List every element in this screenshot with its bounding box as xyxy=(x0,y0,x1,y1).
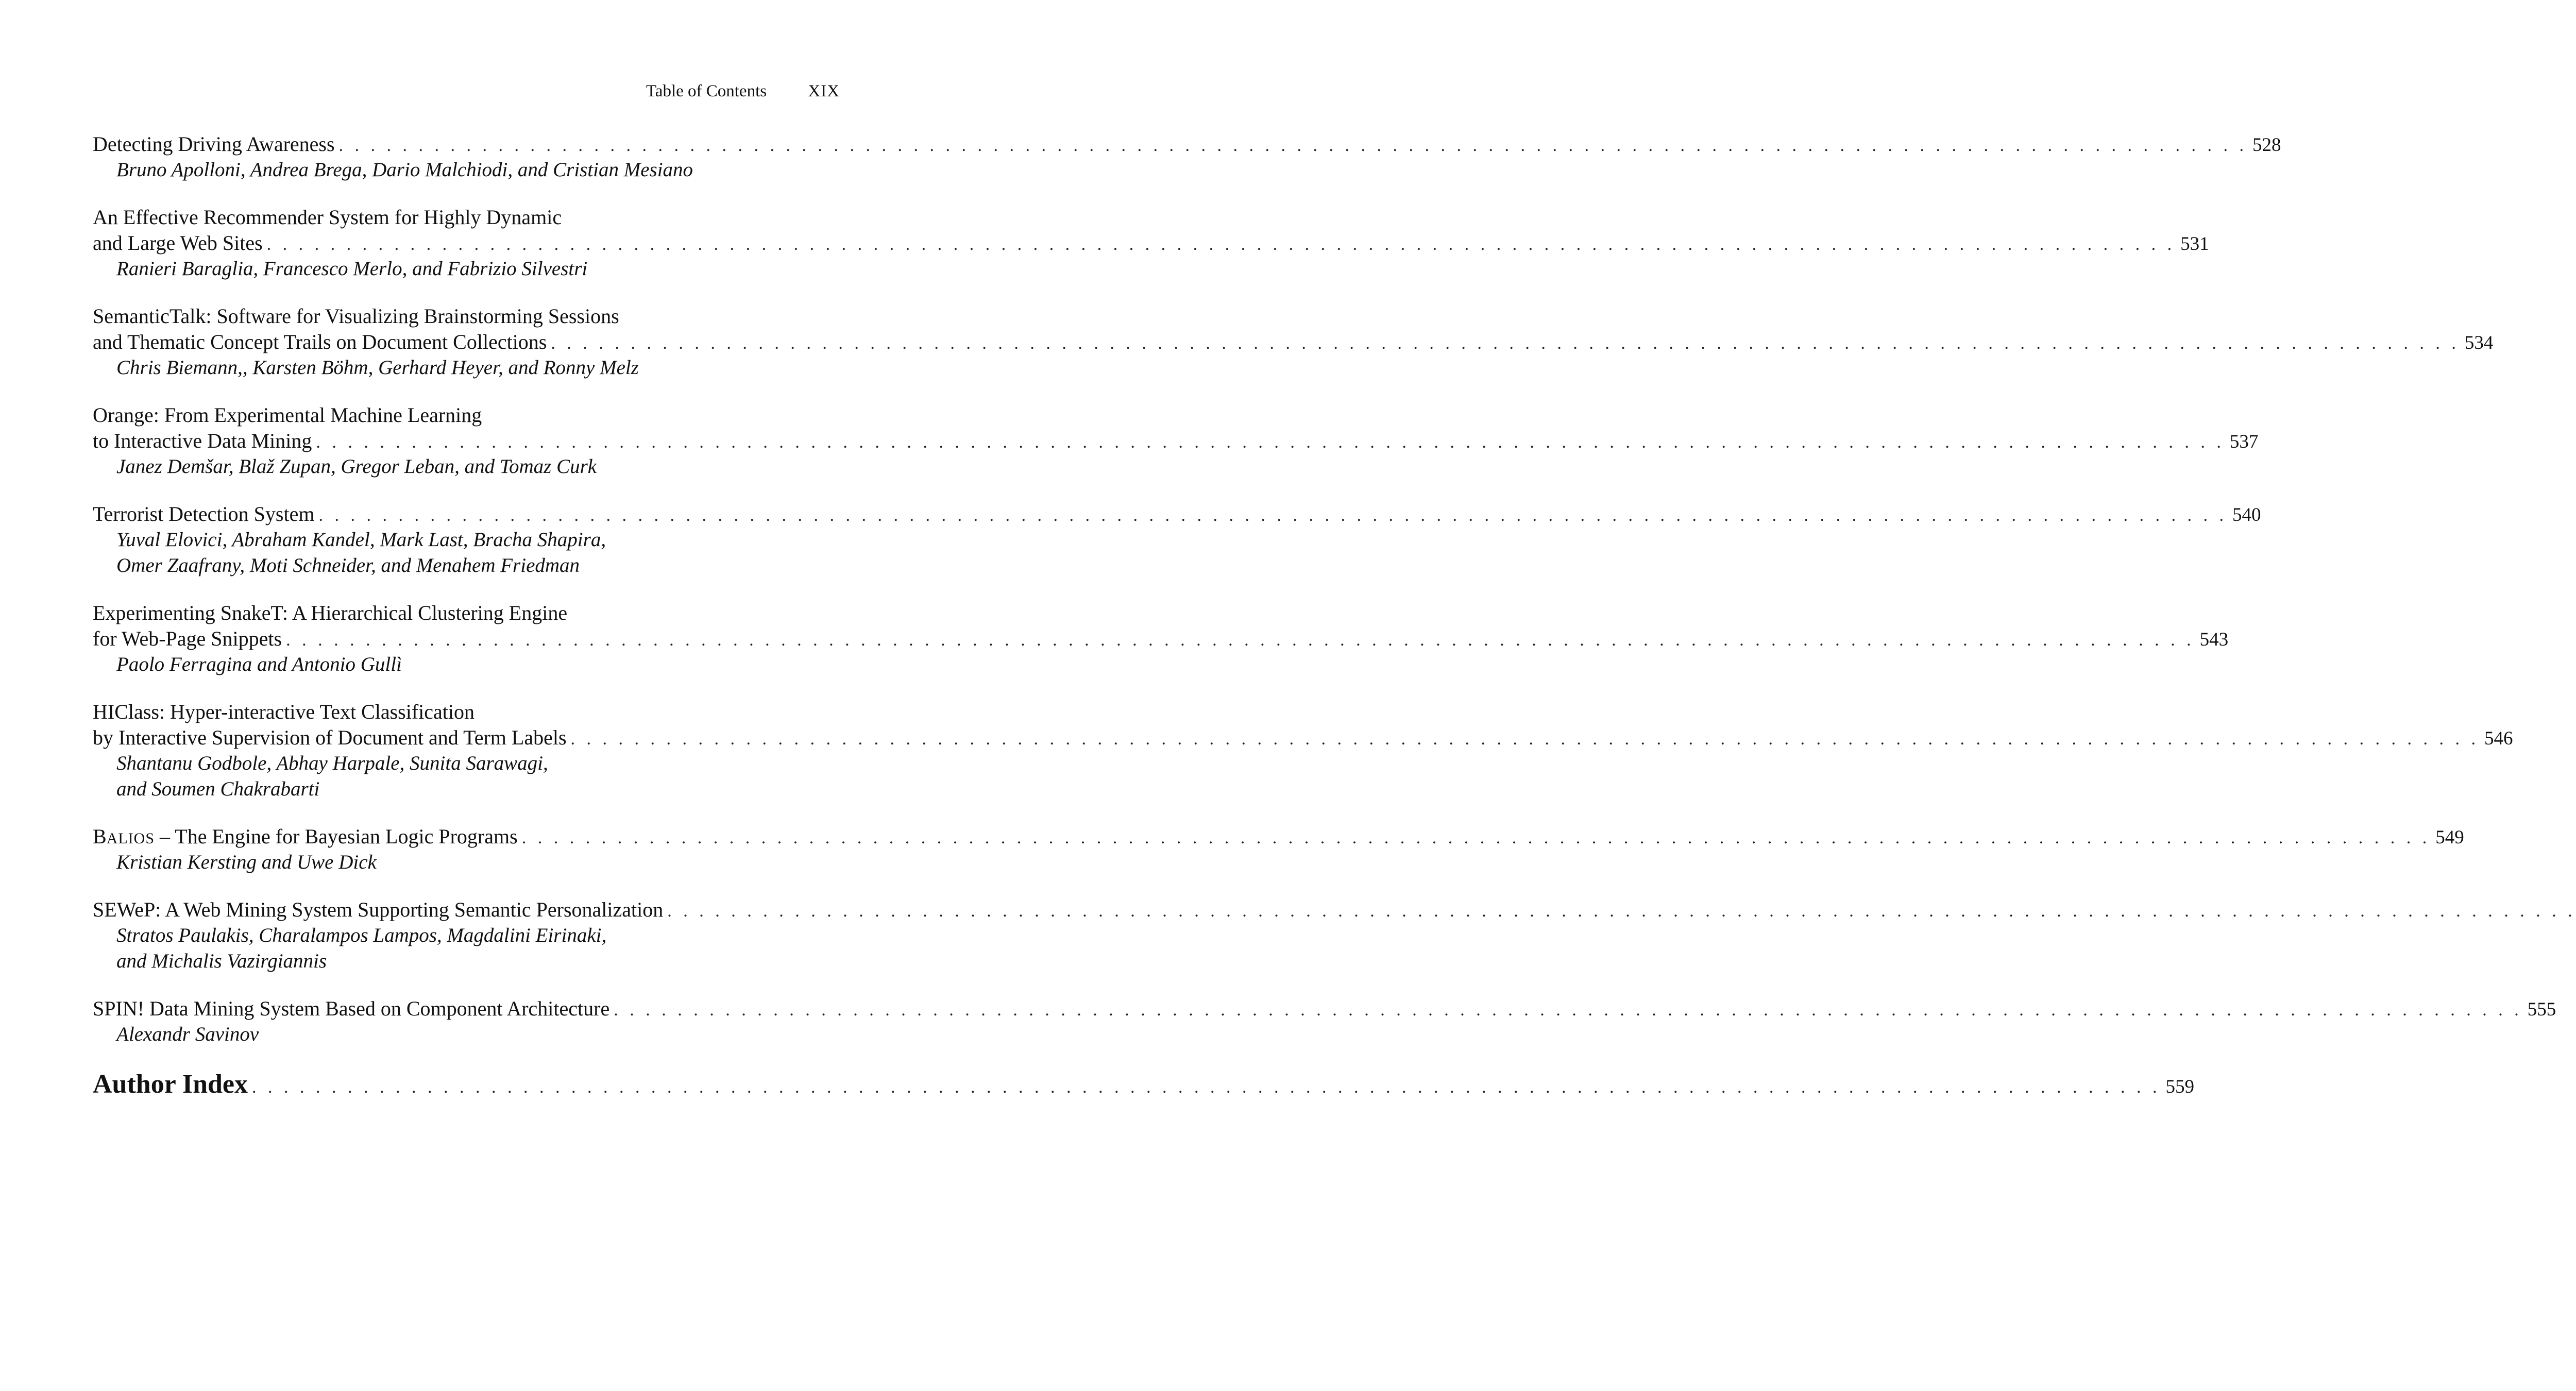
toc-entry-authors: Paolo Ferragina and Antonio Gullì xyxy=(116,653,402,675)
toc-entry-authors: Janez Demšar, Blaž Zupan, Gregor Leban, and Tomaz Curk xyxy=(116,455,597,478)
dot-leader: . . . . . . . . . . . . . . . . . . . . . . . . . . . . . . . . . . . . . . . . . . . . . . . . . . . . . . . . . . . . . . . . . . . . . . . . . . . . . . . . . . . . . . . . . . . . . . . . . . . . . . . . . . . . . . . . . . . . . . . . xyxy=(252,1078,2161,1097)
toc-entry-title[interactable]: SEWeP: A Web Mining System Supporting Semantic Personalization xyxy=(93,898,664,921)
toc-title-line-with-page xyxy=(93,501,2261,527)
toc-page-number[interactable]: 543 xyxy=(2199,629,2229,650)
dot-leader: . . . . . . . . . . . . . . . . . . . . . . . . . . . . . . . . . . . . . . . . . . . . . . . . . . . . . . . . . . . . . . . . . . . . . . . . . . . . . . . . . . . . . . . . . . . . . . . . . . . . . . . . . . . . . . . . . . . . . . . . xyxy=(318,506,2227,525)
dot-leader: . . . . . . . . . . . . . . . . . . . . . . . . . . . . . . . . . . . . . . . . . . . . . . . . . . . . . . . . . . . . . . . . . . . . . . . . . . . . . . . . . . . . . . . . . . . . . . . . . . . . . . . . . . . . . . . . . . . . . . . . xyxy=(570,730,2480,749)
toc-entry xyxy=(93,897,2576,974)
toc-entry-title[interactable]: Terrorist Detection System xyxy=(93,502,315,525)
toc-title-line-with-page xyxy=(93,329,2494,355)
toc-entry-authors: Kristian Kersting and Uwe Dick xyxy=(116,851,377,873)
toc-entry xyxy=(93,402,2259,480)
toc-entry xyxy=(93,824,2464,875)
toc-entry xyxy=(93,205,2209,282)
toc-page-number[interactable]: 528 xyxy=(2252,134,2281,156)
toc-page-number[interactable]: 537 xyxy=(2229,431,2259,452)
toc-entry-title[interactable]: by Interactive Supervision of Document and Term Labels xyxy=(93,726,567,749)
toc-entry-authors: Chris Biemann,, Karsten Böhm, Gerhard Heyer, and Ronny Melz xyxy=(116,357,639,379)
toc-entry-title[interactable]: Orange: From Experimental Machine Learning xyxy=(93,403,482,427)
toc-entry-title[interactable]: Author Index xyxy=(93,1070,248,1099)
running-head xyxy=(93,78,840,104)
toc-entry-title[interactable]: Experimenting SnakeT: A Hierarchical Clustering Engine xyxy=(93,601,568,624)
toc-entry-authors: Ranieri Baraglia, Francesco Merlo, and Fabrizio Silvestri xyxy=(116,258,588,280)
dot-leader: . . . . . . . . . . . . . . . . . . . . . . . . . . . . . . . . . . . . . . . . . . . . . . . . . . . . . . . . . . . . . . . . . . . . . . . . . . . . . . . . . . . . . . . . . . . . . . . . . . . . . . . . . . . . . . . . . . . . . . . . xyxy=(551,334,2460,353)
toc-title-line-with-page xyxy=(93,996,2556,1022)
toc-entry-authors: Omer Zaafrany, Moti Schneider, and Menahem Friedman xyxy=(116,554,580,576)
toc-title-line-with-page xyxy=(93,230,2209,256)
toc-title-line-with-page xyxy=(93,131,2281,157)
dot-leader: . . . . . . . . . . . . . . . . . . . . . . . . . . . . . . . . . . . . . . . . . . . . . . . . . . . . . . . . . . . . . . . . . . . . . . . . . . . . . . . . . . . . . . . . . . . . . . . . . . . . . . . . . . . . . . . . . . . . . . . . xyxy=(667,902,2576,921)
toc-entry xyxy=(93,699,2513,802)
toc-entry-title[interactable]: SPIN! Data Mining System Based on Component Architecture xyxy=(93,997,610,1020)
toc-title-line-with-page xyxy=(93,897,2576,923)
dot-leader: . . . . . . . . . . . . . . . . . . . . . . . . . . . . . . . . . . . . . . . . . . . . . . . . . . . . . . . . . . . . . . . . . . . . . . . . . . . . . . . . . . . . . . . . . . . . . . . . . . . . . . . . . . . . . . . . . . . . . . . . xyxy=(338,136,2248,155)
dot-leader: . . . . . . . . . . . . . . . . . . . . . . . . . . . . . . . . . . . . . . . . . . . . . . . . . . . . . . . . . . . . . . . . . . . . . . . . . . . . . . . . . . . . . . . . . . . . . . . . . . . . . . . . . . . . . . . . . . . . . . . . xyxy=(286,631,2195,650)
toc-entry-title[interactable]: to Interactive Data Mining xyxy=(93,429,312,452)
toc-entry-title[interactable]: BALIOS – The Engine for Bayesian Logic Programs xyxy=(93,825,518,848)
toc-entry-authors: Yuval Elovici, Abraham Kandel, Mark Last, Bracha Shapira, xyxy=(116,529,606,551)
toc-entry-title[interactable]: for Web-Page Snippets xyxy=(93,627,282,650)
toc-entry xyxy=(93,501,2261,579)
toc-entry xyxy=(93,600,2229,677)
toc-entry-authors: and Michalis Vazirgiannis xyxy=(116,950,327,972)
toc-entry xyxy=(93,996,2556,1047)
toc-title-line-with-page xyxy=(93,1069,2195,1100)
toc-title-line-with-page xyxy=(93,626,2229,652)
toc-entry-title[interactable]: SemanticTalk: Software for Visualizing Brainstorming Sessions xyxy=(93,304,619,328)
toc-page-number[interactable]: 546 xyxy=(2484,728,2513,749)
author-index-entry xyxy=(93,1069,2195,1100)
toc-page-number[interactable]: 531 xyxy=(2180,233,2209,255)
dot-leader: . . . . . . . . . . . . . . . . . . . . . . . . . . . . . . . . . . . . . . . . . . . . . . . . . . . . . . . . . . . . . . . . . . . . . . . . . . . . . . . . . . . . . . . . . . . . . . . . . . . . . . . . . . . . . . . . . . . . . . . . xyxy=(316,433,2225,452)
toc-entry-title[interactable]: An Effective Recommender System for Highly Dynamic xyxy=(93,206,562,229)
toc-page-number[interactable]: 555 xyxy=(2527,999,2556,1020)
toc-entry xyxy=(93,303,2494,381)
toc-title-line-with-page xyxy=(93,824,2464,850)
toc-page-number[interactable]: 534 xyxy=(2464,332,2494,353)
toc-entry-authors: Alexandr Savinov xyxy=(116,1023,259,1045)
toc-entry-authors: Shantanu Godbole, Abhay Harpale, Sunita Sarawagi, xyxy=(116,752,548,774)
toc-entry-authors: and Soumen Chakrabarti xyxy=(116,778,320,800)
running-head-page-number: XIX xyxy=(808,82,840,100)
toc-page-number[interactable]: 549 xyxy=(2435,827,2464,848)
toc-page-number[interactable]: 540 xyxy=(2232,504,2261,525)
toc-entry-title[interactable]: and Large Web Sites xyxy=(93,231,263,255)
toc-title-line-with-page xyxy=(93,725,2513,751)
dot-leader: . . . . . . . . . . . . . . . . . . . . . . . . . . . . . . . . . . . . . . . . . . . . . . . . . . . . . . . . . . . . . . . . . . . . . . . . . . . . . . . . . . . . . . . . . . . . . . . . . . . . . . . . . . . . . . . . . . . . . . . . xyxy=(521,828,2431,847)
toc-entry-title[interactable]: Detecting Driving Awareness xyxy=(93,132,335,156)
toc-entry-authors: Stratos Paulakis, Charalampos Lampos, Magdalini Eirinaki, xyxy=(116,924,607,946)
toc-title-line-with-page xyxy=(93,428,2259,454)
toc-entry xyxy=(93,131,2281,183)
dot-leader: . . . . . . . . . . . . . . . . . . . . . . . . . . . . . . . . . . . . . . . . . . . . . . . . . . . . . . . . . . . . . . . . . . . . . . . . . . . . . . . . . . . . . . . . . . . . . . . . . . . . . . . . . . . . . . . . . . . . . . . . xyxy=(266,235,2176,254)
running-head-section: Table of Contents xyxy=(646,82,767,100)
toc-entry-title[interactable]: and Thematic Concept Trails on Document Collections xyxy=(93,330,547,353)
dot-leader: . . . . . . . . . . . . . . . . . . . . . . . . . . . . . . . . . . . . . . . . . . . . . . . . . . . . . . . . . . . . . . . . . . . . . . . . . . . . . . . . . . . . . . . . . . . . . . . . . . . . . . . . . . . . . . . . . . . . . . . . xyxy=(614,1000,2522,1020)
toc-page-number[interactable]: 559 xyxy=(2165,1076,2195,1097)
table-of-contents xyxy=(93,131,2576,1122)
toc-entry-authors: Bruno Apolloni, Andrea Brega, Dario Malchiodi, and Cristian Mesiano xyxy=(116,159,693,181)
toc-entry-title[interactable]: HIClass: Hyper-interactive Text Classification xyxy=(93,700,475,723)
